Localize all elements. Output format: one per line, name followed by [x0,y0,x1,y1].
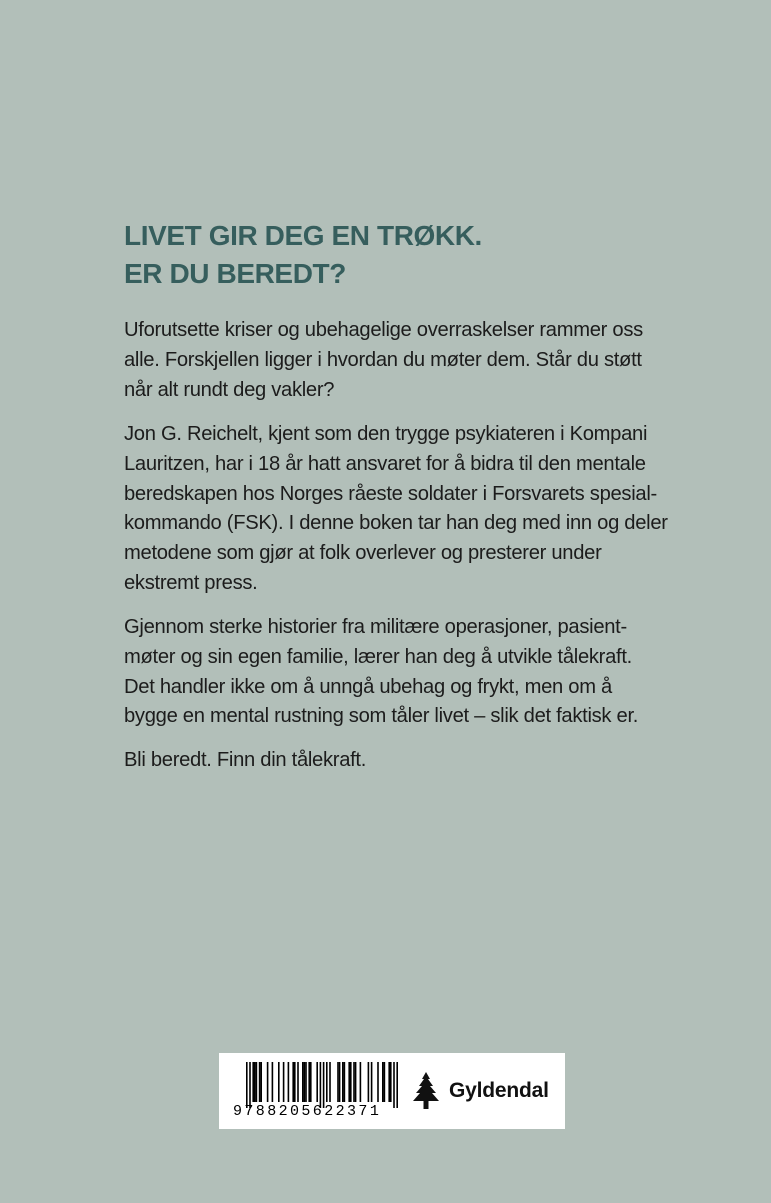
barcode-bar [390,1062,392,1102]
barcode-bar [260,1062,262,1102]
text-line: beredskapen hos Norges råeste soldater i Forsvarets spesial- [124,482,657,505]
barcode-bar [320,1062,322,1108]
barcode-bar [283,1062,285,1102]
barcode-bar [302,1062,304,1102]
barcode-bar [368,1062,370,1102]
barcode-bar [382,1062,384,1102]
barcode-bar [353,1062,355,1102]
barcode-bar [348,1062,350,1102]
barcode-bar [393,1062,395,1108]
barcode-bar [292,1062,294,1102]
barcode-bar [326,1062,328,1102]
barcode-bar [267,1062,269,1102]
text-line: ekstremt press. [124,571,258,594]
text-line: kommando (FSK). I denne boken tar han deg med inn og deler [124,512,668,535]
barcode-bar [272,1062,274,1102]
barcode-bar [316,1062,318,1102]
publisher-name: Gyldendal [449,1079,549,1102]
barcode-bar [256,1062,258,1102]
barcode-bar [310,1062,312,1102]
barcode-bar [339,1062,341,1102]
closing-paragraph [124,746,684,776]
barcode-bar [252,1062,254,1102]
barcode-bar [278,1062,280,1102]
barcode-bar [246,1062,248,1108]
barcode-bar [259,1062,261,1102]
barcode-bar [254,1062,256,1102]
text-line: Det handler ikke om å unngå ubehag og frykt, men om å [124,675,612,698]
barcode-bar [294,1062,296,1102]
text-line: alle. Forskjellen ligger i hvordan du møter dem. Står du støtt [124,348,642,371]
barcode-bar [305,1062,307,1102]
publisher-logo [409,1071,549,1111]
barcode-bar [329,1062,331,1102]
text-line: Gjennom sterke historier fra militære operasjoner, pasient- [124,616,627,638]
barcode-bar [297,1062,299,1102]
barcode-bar [388,1062,390,1102]
text-line: møter og sin egen familie, lærer han deg å utvikle tålekraft. [124,645,632,668]
barcode-bar [308,1062,310,1102]
barcode-bar [342,1062,344,1102]
barcode-bar [337,1062,339,1102]
barcode-bar [249,1062,251,1108]
barcode-bar [371,1062,373,1102]
headline [124,217,482,293]
text-line: Bli beredt. Finn din tålekraft. [124,749,367,771]
barcode-bar [288,1062,290,1102]
barcode-bar [360,1062,362,1102]
headline-line-1: LIVET GIR DEG EN TRØKK. [124,220,482,251]
text-line: Jon G. Reichelt, kjent som den trygge psykiateren i Kompani [124,423,648,445]
text-line: bygge en mental rustning som tåler livet – slik det faktisk er. [124,705,639,728]
barcode-bar [350,1062,352,1102]
text-line: når alt rundt deg vakler? [124,378,335,401]
barcode-bar [344,1062,346,1102]
text-line: metodene som gjør at folk overlever og presterer under [124,542,602,565]
barcode-bar [377,1062,379,1102]
intro-paragraph [124,316,684,405]
text-line: Lauritzen, har i 18 år hatt ansvaret for å bidra til den mentale [124,452,646,475]
barcode-bar [304,1062,306,1102]
isbn-number: 9788205622371 [233,1103,382,1120]
barcode-bar [355,1062,357,1102]
text-line: Uforutsette kriser og ubehagelige overraskelser rammer oss [124,319,643,341]
barcode-bar [323,1062,325,1108]
content-paragraph [124,613,684,732]
barcode-bar [396,1062,398,1108]
headline-line-2: ER DU BEREDT? [124,258,346,289]
author-paragraph [124,420,684,599]
barcode-bar [384,1062,386,1102]
tree-icon [409,1071,443,1111]
barcode-panel [219,1053,565,1129]
